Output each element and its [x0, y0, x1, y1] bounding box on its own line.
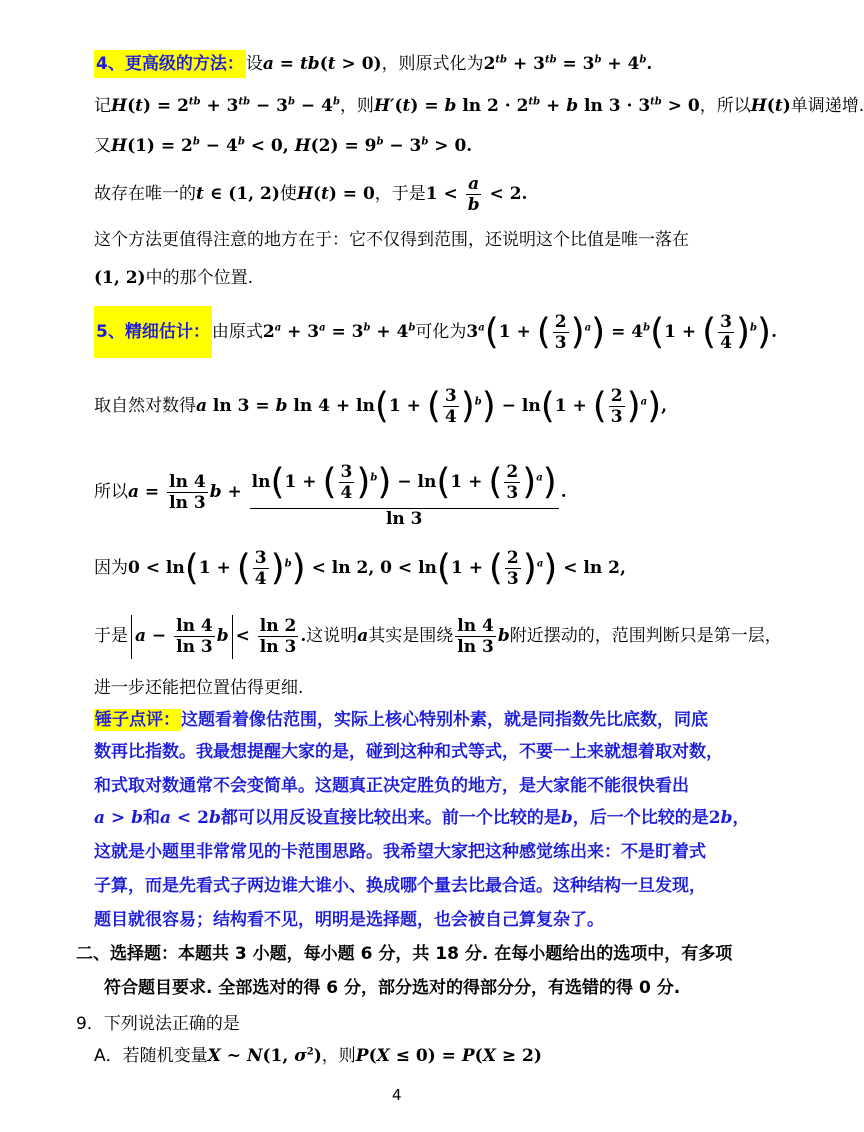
comment-line-6: 子算，而是先看式子两边谁大谁小、换成哪个量去比最合适。这种结构一旦发现，: [94, 876, 706, 896]
s5-line-6: 进一步还能把位置估得更细.: [94, 678, 304, 698]
comment-line-5: 这就是小题里非常常见的卡范围思路。我希望大家把这种感觉练出来：不是盯着式: [94, 842, 706, 862]
section2-line-1: 二、选择题：本题共 3 小题，每小题 6 分，共 18 分. 在每小题给出的选项中，有多项: [76, 944, 733, 964]
s5-label: 5、精细估计：: [94, 306, 212, 358]
q9-option-a: A．若随机变量X ~ N(1, $\sigma^2$)，则P(X ≤ 0) = P(X ≥ 2): [94, 1046, 542, 1066]
comment-line-4: a > b和a < 2b都可以用反设直接比较出来。前一个比较的是b，后一个比较的是2b，: [94, 808, 750, 828]
s5-line-2: 取自然对数得a ln 3 = b ln 4 + ln(1 + ( $\frac{3}{4}$ )$^b$) − ln(1 + ( $\frac{2}{3}$ )$^a$),: [94, 385, 668, 427]
s5-line-1: 5、精细估计： 由原式$2^a + 3^a = 3^b + 4^b$可化为$3^a(1$ + ( $\frac{2}{3}$ )$^a) = 4^b(1$ + ( $\frac{3}{4}$ )$^b$).: [94, 304, 777, 360]
comment-line-1: 锤子点评：这题看着像估范围，实际上核心特别朴素，就是同指数先比底数，同底: [95, 710, 708, 730]
q9-stem: 9．下列说法正确的是: [76, 1014, 240, 1034]
comment-line-2: 数再比指数。我最想提醒大家的是，碰到这种和式等式，不要一上来就想着取对数，: [94, 742, 723, 762]
comment-line-7: 题目就很容易；结构看不见，明明是选择题，也会被自己算复杂了。: [94, 910, 604, 930]
s4-line-4: 故存在唯一的t ∈ (1, 2)使H(t) = 0，于是1 < $\frac{a}{b}$ < 2.: [94, 174, 528, 215]
s4-line-6: (1, 2)中的那个位置.: [94, 268, 253, 288]
s4-line-5: 这个方法更值得注意的地方在于：它不仅得到范围，还说明这个比值是唯一落在: [94, 230, 689, 250]
page-number: 4: [392, 1086, 402, 1104]
s5-line-3: 所以a = $\frac{\ln 4}{\ln 3}$ b + ln(1 + ( $\frac{3}{4}$ )$^b$) − ln(1 + ( $\frac{2}{3}$ )$^a$) ln 3 .: [94, 452, 567, 532]
comment-line-3: 和式取对数通常不会变简单。这题真正决定胜负的地方，是大家能不能很快看出: [94, 776, 689, 796]
s4-line-2: 记$H(t) = 2^{tb} + 3^{tb} - 3^b - 4^b$，则H′(t) = b $\ln 2 \cdot 2^{tb} + b$ $\ln 3 \cdot 3^{tb} > 0$，所以H(t)单调递增.: [94, 96, 864, 116]
s5-line-4: 因为0 < ln(1 + ( $\frac{3}{4}$ )$^b$) < ln 2, 0 < ln(1 + ( $\frac{2}{3}$ )$^a$) < ln 2,: [94, 547, 626, 589]
comment-label: 锤子点评：: [95, 710, 180, 730]
s4-line-3: 又$H(1) = 2^b - 4^b < 0$, $H(2) = 9^b - 3^b > 0$.: [94, 136, 473, 156]
s4-label: 4、更高级的方法：: [94, 50, 246, 78]
s4-line-1: 4、更高级的方法： 设a = tb(t > 0)，则原式化为$2^{tb} + 3^{tb} = 3^b + 4^b$.: [94, 52, 652, 76]
s5-line-5: 于是 a − $\frac{\ln 4}{\ln 3}$ b < $\frac{\ln 2}{\ln 3}$ .这说明a其实是围绕 $\frac{\ln 4}{\ln 3}$ b附近摆动的，范围判断只是第一层，: [94, 616, 782, 657]
section2-line-2: 符合题目要求. 全部选对的得 6 分，部分选对的得部分分，有选错的得 0 分.: [104, 978, 681, 998]
